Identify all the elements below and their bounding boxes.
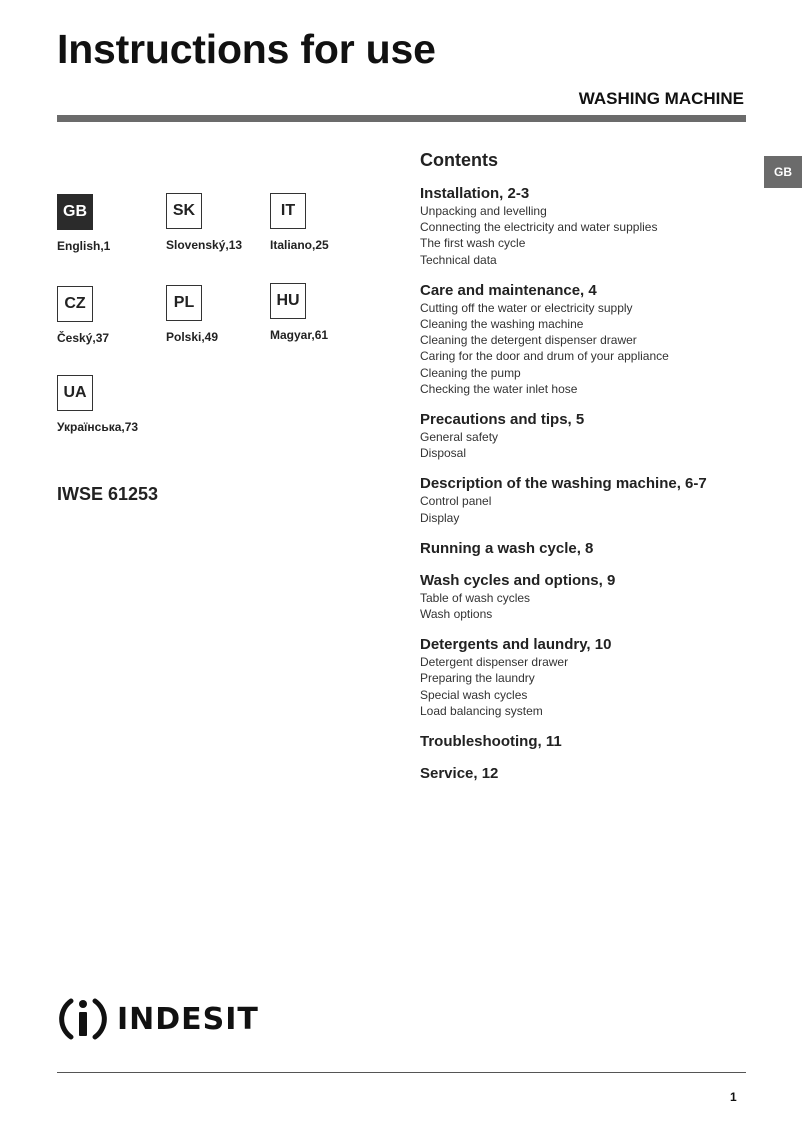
table-of-contents: [420, 150, 760, 797]
section-item[interactable]: Technical data: [420, 252, 497, 267]
section-heading[interactable]: Service, 12: [420, 765, 499, 783]
contents-section-care: [420, 282, 760, 397]
section-item[interactable]: Cleaning the washing machine: [420, 317, 584, 332]
language-entry-it[interactable]: [270, 193, 380, 252]
contents-section-description: [420, 475, 760, 525]
contents-section-service: [420, 765, 760, 783]
language-code-badge[interactable]: HU: [270, 283, 306, 319]
language-label: Slovenský,13: [166, 238, 243, 252]
header-divider: [57, 115, 746, 122]
section-item[interactable]: General safety: [420, 430, 499, 445]
language-side-tab: GB: [764, 156, 802, 188]
language-label: English,1: [57, 239, 111, 253]
contents-section-detergents: [420, 636, 760, 719]
logo-wordmark: INDESIT: [117, 1001, 259, 1037]
contents-section-wash-cycles: [420, 572, 760, 622]
section-heading[interactable]: Care and maintenance, 4: [420, 281, 597, 299]
section-item[interactable]: Preparing the laundry: [420, 671, 535, 686]
section-item[interactable]: Control panel: [420, 494, 492, 509]
language-label: Polski,49: [166, 330, 219, 344]
language-code-badge[interactable]: CZ: [57, 286, 93, 322]
section-item[interactable]: Checking the water inlet hose: [420, 381, 578, 396]
section-item[interactable]: Cleaning the pump: [420, 365, 521, 380]
section-heading[interactable]: Installation, 2-3: [420, 185, 530, 202]
contents-section-running: [420, 540, 760, 558]
language-code-badge[interactable]: GB: [57, 194, 93, 230]
section-heading[interactable]: Description of the washing machine, 6-7: [420, 475, 707, 493]
contents-section-precautions: [420, 411, 760, 461]
section-heading[interactable]: Troubleshooting, 11: [420, 733, 562, 751]
language-entry-ua[interactable]: [57, 375, 167, 434]
language-code-badge[interactable]: SK: [166, 193, 202, 229]
section-heading[interactable]: Wash cycles and options, 9: [420, 571, 616, 589]
model-number: IWSE 61253: [57, 484, 159, 504]
section-item[interactable]: The first wash cycle: [420, 236, 526, 251]
section-item[interactable]: Disposal: [420, 446, 467, 461]
section-item[interactable]: Cleaning the detergent dispenser drawer: [420, 333, 637, 348]
indesit-logo-icon: [57, 993, 109, 1045]
language-label: Český,37: [57, 331, 110, 345]
section-item[interactable]: Special wash cycles: [420, 687, 528, 702]
language-code-badge[interactable]: UA: [57, 375, 93, 411]
section-heading[interactable]: Detergents and laundry, 10: [420, 636, 612, 654]
language-entry-cz[interactable]: [57, 286, 167, 345]
language-code-badge[interactable]: IT: [270, 193, 306, 229]
contents-section-installation: [420, 185, 760, 268]
language-entry-hu[interactable]: [270, 283, 380, 342]
contents-section-troubleshooting: [420, 733, 760, 751]
language-label: Italiano,25: [270, 238, 329, 252]
page-number: 1: [730, 1090, 737, 1104]
contents-heading: Contents: [420, 150, 498, 170]
indesit-logo: [57, 993, 259, 1045]
section-item[interactable]: Display: [420, 510, 460, 525]
section-item[interactable]: Caring for the door and drum of your appliance: [420, 349, 669, 364]
section-heading[interactable]: Precautions and tips, 5: [420, 411, 585, 429]
section-item[interactable]: Unpacking and levelling: [420, 204, 547, 218]
section-item[interactable]: Table of wash cycles: [420, 590, 531, 605]
page-title: Instructions for use: [57, 26, 436, 72]
language-entry-pl[interactable]: [166, 285, 276, 344]
section-item[interactable]: Detergent dispenser drawer: [420, 655, 569, 670]
section-item[interactable]: Connecting the electricity and water supplies: [420, 220, 658, 235]
section-item[interactable]: Wash options: [420, 607, 493, 622]
section-item[interactable]: Load balancing system: [420, 703, 543, 718]
section-heading[interactable]: Running a wash cycle, 8: [420, 539, 594, 557]
section-item[interactable]: Cutting off the water or electricity supply: [420, 300, 633, 315]
footer-divider: [57, 1072, 746, 1073]
language-label: Magyar,61: [270, 328, 329, 342]
language-label: Українська,73: [57, 420, 139, 434]
language-entry-sk[interactable]: [166, 193, 276, 252]
language-code-badge[interactable]: PL: [166, 285, 202, 321]
document-subtitle: WASHING MACHINE: [578, 89, 744, 108]
language-entry-gb[interactable]: [57, 194, 167, 253]
